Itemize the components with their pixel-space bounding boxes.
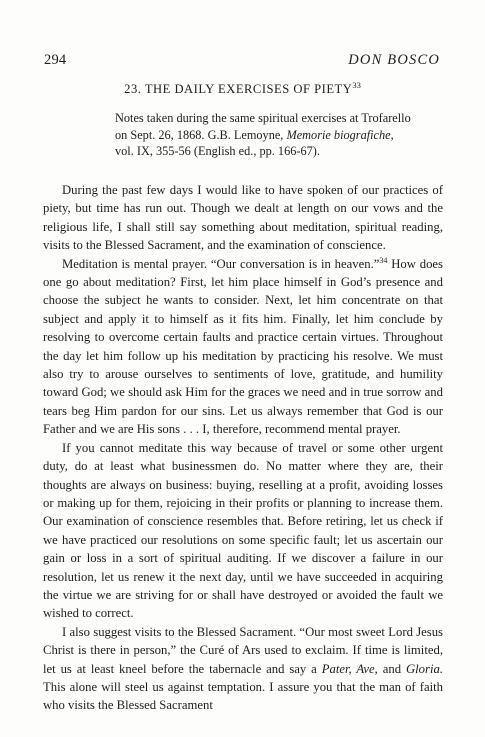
source-note-line-1: Notes taken during the same spiritual exercises at Trofarello [115, 111, 411, 125]
paragraph-4-opening: I also suggest visits to the Blessed Sacrament. “Our most sweet Lord Jesus Christ is there in person,” the Curé of Ars used to exclaim. If time is limited, let us at least kneel before the tabernacle and say a [43, 624, 443, 676]
paragraph-3: If you cannot meditate this way because of travel or some other urgent duty, do at least what businessmen do. No matter where they are, their thoughts are always on business: buying, reselling at a profit, avoiding losses or making up for them, rejoicing in their profits or planning to increase them. Our examination of conscience resembles that. Before retiring, let us check if we have practiced our resolutions on some specific fault; let us ascertain our gain or loss in a sort of spiritual auditing. If we discover a failure in our resolution, let us renew it the next day, until we have succeeded in acquiring the virtue we are striving for or shall have destroyed or avoided the fault we wished to correct. [43, 440, 443, 621]
body-text [43, 181, 443, 715]
paragraph-4-gloria: Gloria. [405, 661, 443, 676]
paragraph-4-and: and [377, 661, 406, 676]
source-note-line-2 [115, 127, 441, 144]
section-footnote-ref: 33 [352, 80, 361, 90]
paragraph-2 [43, 255, 443, 439]
page-number: 294 [44, 52, 67, 68]
section-title [0, 80, 485, 97]
section-title-text: 23. THE DAILY EXERCISES OF PIETY [124, 82, 353, 96]
source-note-work-title: Memorie biografiche, [286, 127, 394, 142]
running-head [44, 52, 440, 70]
paragraph-4-closing: This alone will steel us against temptation. I assure you that the man of faith who visits the Blessed Sacrament [43, 679, 443, 713]
paragraph-1: During the past few days I would like to have spoken of our practices of piety, but time has run out. Though we dealt at length on our vows and the religious life, I shall still say something about meditation, spiritual reading, visits to the Blessed Sacrament, and the examination of conscience. [43, 183, 443, 253]
paragraph-2-footnote-ref: 34 [379, 255, 388, 265]
running-title: DON BOSCO [348, 52, 440, 68]
source-note-line-3: vol. IX, 355-56 (English ed., pp. 166-67). [115, 144, 320, 158]
paragraph-2-body: How does one go about meditation? First, let him place himself in God’s presence and choose the subject he wants to consider. Next, let him concentrate on that subject and apply it to himself as it fits him. Finally, let him conclude by resolving to overcome certain faults and practice certain virtues. Throughout the day let him follow up his meditation by practicing his resolve. We must also try to arouse ourselves to sentiments of love, gratitude, and humility toward God; we should ask Him for the graces we need and in true sorrow and tears beg Him pardon for our sins. Let us always remember that God is our Father and we are His sons . . . I, therefore, recommend mental prayer. [43, 256, 443, 437]
paragraph-4 [43, 623, 443, 715]
paragraph-2-opening: Meditation is mental prayer. “Our conversation is in heaven.” [62, 256, 380, 271]
paragraph-4-pater-ave: Pater, Ave, [321, 661, 378, 676]
source-note [115, 110, 441, 160]
source-note-citation: on Sept. 26, 1868. G.B. Lemoyne, [115, 127, 284, 142]
